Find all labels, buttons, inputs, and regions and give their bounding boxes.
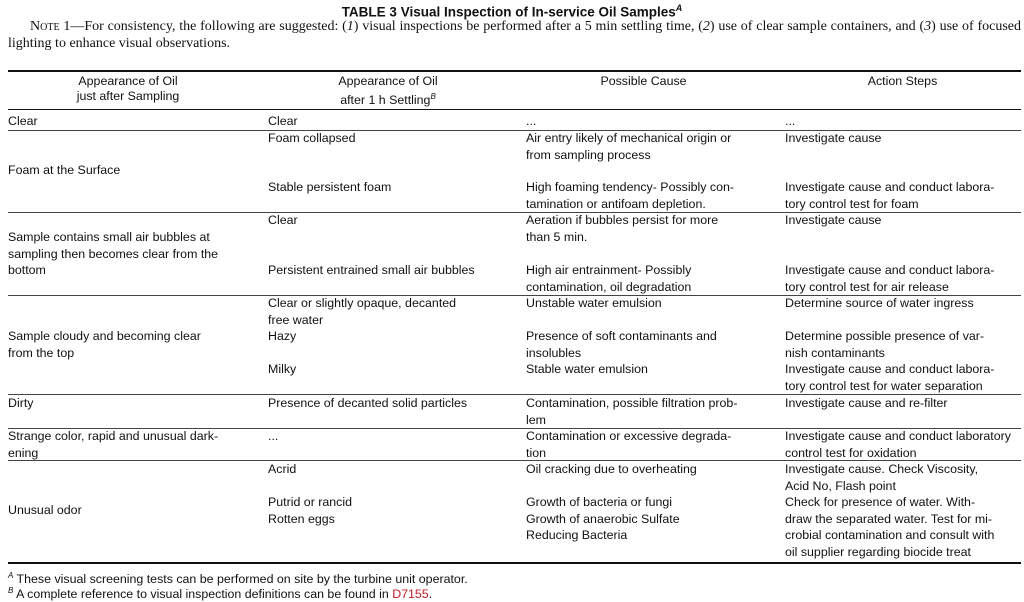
table-cell: [526, 428, 731, 461]
cell-line: tion: [526, 445, 546, 460]
header-col3: Possible Cause: [600, 74, 687, 88]
cell-line: sampling then becomes clear from the: [8, 246, 219, 261]
cell-line: Clear or slightly opaque, decanted: [268, 296, 457, 310]
cell-line: Presence of soft contaminants and: [526, 329, 717, 343]
cell-line: Air entry likely of mechanical origin or: [526, 131, 732, 145]
cell-line: tory control test for water separation: [785, 378, 983, 393]
cell-line: from the top: [8, 345, 75, 360]
table-cell: ...: [526, 114, 537, 128]
table-note: [8, 19, 1021, 52]
table-cell: Determine source of water ingress: [785, 296, 974, 310]
header-col2: [268, 74, 508, 108]
cell-line: Growth of bacteria or fungi: [526, 495, 673, 509]
table-top-rule: [8, 70, 1021, 72]
cell-line: Contamination or excessive degrada-: [526, 429, 732, 443]
table-cell: ...: [268, 429, 279, 443]
cell-line: oil supplier regarding biocide treat: [785, 544, 971, 559]
table-cell: [8, 328, 201, 361]
table-cell: [526, 494, 680, 544]
cell-line: ening: [8, 445, 39, 460]
table-cell: [785, 262, 994, 295]
cell-line: Putrid or rancid: [268, 495, 353, 509]
table-cell: [785, 328, 984, 361]
cell-line: High foaming tendency- Possibly con-: [526, 180, 734, 194]
header-col2-line1: Appearance of Oil: [338, 74, 438, 88]
table-cell: Clear: [268, 114, 298, 128]
header-col1-line1: Appearance of Oil: [78, 74, 178, 88]
cell-line: from sampling process: [526, 147, 651, 162]
note-num-3: 3: [924, 19, 932, 34]
cell-line: Contamination, possible filtration prob-: [526, 396, 738, 410]
table-cell: Presence of decanted solid particles: [268, 396, 468, 410]
cell-line: Investigate cause. Check Viscosity,: [785, 462, 979, 476]
footnote-a-marker: A: [8, 571, 14, 580]
cell-line: tamination or antifoam depletion.: [526, 196, 706, 211]
table-cell: Investigate cause: [785, 131, 882, 145]
cell-line: Sample cloudy and becoming clear: [8, 329, 201, 343]
cell-line: than 5 min.: [526, 229, 588, 244]
cell-line: Investigate cause and conduct labora-: [785, 362, 995, 376]
table-cell: Clear: [268, 213, 298, 227]
note-num-2: 2: [702, 19, 710, 34]
footnote-a-text: These visual screening tests can be performed on site by the turbine unit operator.: [13, 572, 468, 587]
note-label: Note 1: [30, 19, 71, 34]
cell-line: lem: [526, 412, 546, 427]
cell-line: bottom: [8, 263, 46, 277]
table-cell: Stable persistent foam: [268, 180, 392, 194]
table-cell: Investigate cause and re-filter: [785, 396, 948, 410]
cell-line: Strange color, rapid and unusual dark-: [8, 429, 219, 443]
cell-line: contamination, oil degradation: [526, 279, 692, 294]
cell-line: Check for presence of water. With-: [785, 495, 976, 509]
table-cell: ...: [785, 114, 796, 128]
table-cell: [526, 262, 691, 295]
d7155-link[interactable]: D7155: [392, 587, 429, 602]
note-num-1: 1: [346, 19, 354, 34]
header-col1: [8, 74, 248, 104]
table-cell: Investigate cause: [785, 213, 882, 227]
table-cell: Acrid: [268, 462, 297, 476]
footnote-b: [8, 583, 432, 602]
table-cell: [526, 395, 737, 428]
cell-line: Investigate cause and conduct labora-: [785, 263, 995, 277]
table-cell: Hazy: [268, 329, 297, 343]
table-cell: Unusual odor: [8, 503, 82, 517]
header-col1-line2: just after Sampling: [76, 89, 180, 103]
cell-line: nish contaminants: [785, 345, 885, 360]
table-cell: [785, 461, 978, 494]
table-title: [0, 3, 1024, 20]
table-cell: Persistent entrained small air bubbles: [268, 263, 475, 277]
cell-line: crobial contamination and consult with: [785, 528, 995, 542]
cell-line: High air entrainment- Possibly: [526, 263, 692, 277]
table-cell: Foam at the Surface: [8, 163, 121, 177]
table-cell: Dirty: [8, 396, 34, 410]
table-cell: [526, 328, 717, 361]
header-col2-footnote-marker: B: [430, 92, 436, 101]
cell-line: Acid No, Flash point: [785, 478, 896, 493]
note-text-2: ) visual inspections be performed after a 5 min settling time, (: [353, 19, 703, 34]
note-text-4: ) use of focused lighting to enhance visual observations.: [8, 19, 1021, 51]
table-title-text: TABLE 3 Visual Inspection of In-service Oil Samples: [341, 4, 676, 20]
cell-line: insolubles: [526, 345, 582, 360]
cell-line: Reducing Bacteria: [526, 528, 628, 542]
cell-line: tory control test for air release: [785, 279, 949, 294]
cell-line: Sample contains small air bubbles at: [8, 230, 210, 244]
cell-line: free water: [268, 312, 324, 327]
table-cell: [268, 494, 352, 527]
header-col2-line2: after 1 h Settling: [340, 93, 431, 108]
note-text-3: ) use of clear sample containers, and (: [709, 19, 925, 34]
table-header-rule: [8, 109, 1021, 110]
table-bottom-rule: [8, 562, 1021, 564]
cell-line: Rotten eggs: [268, 511, 335, 526]
cell-line: Investigate cause and conduct labora-: [785, 180, 995, 194]
table-cell: [785, 361, 994, 394]
footnote-b-marker: B: [8, 586, 14, 595]
cell-line: draw the separated water. Test for mi-: [785, 511, 993, 526]
cell-line: control test for oxidation: [785, 445, 917, 460]
table-cell: [526, 179, 734, 212]
table-cell: Unstable water emulsion: [526, 296, 662, 310]
cell-line: Determine possible presence of var-: [785, 329, 985, 343]
title-footnote-marker: A: [675, 3, 683, 13]
note-text-1: —For consistency, the following are suggested: (: [70, 19, 347, 34]
table-cell: [785, 494, 994, 560]
table-cell: [8, 428, 218, 461]
table-cell: [268, 295, 456, 328]
table-cell: Milky: [268, 362, 297, 376]
table-cell: [526, 130, 731, 163]
table-cell: [526, 212, 718, 245]
table-cell: Clear: [8, 114, 38, 128]
table-cell: Foam collapsed: [268, 131, 356, 145]
table-cell: [8, 229, 218, 279]
cell-line: Investigate cause and conduct laboratory: [785, 429, 1011, 443]
footnote-b-end: .: [428, 587, 433, 602]
table-cell: Oil cracking due to overheating: [526, 462, 697, 476]
table-cell: [785, 179, 994, 212]
table-cell: [785, 428, 1011, 461]
cell-line: Aeration if bubbles persist for more: [526, 213, 719, 227]
header-col4: Action Steps: [867, 74, 938, 88]
cell-line: tory control test for foam: [785, 196, 919, 211]
footnote-b-text: A complete reference to visual inspection definitions can be found in: [13, 587, 393, 602]
cell-line: Growth of anaerobic Sulfate: [526, 511, 680, 526]
table-cell: Stable water emulsion: [526, 362, 648, 376]
